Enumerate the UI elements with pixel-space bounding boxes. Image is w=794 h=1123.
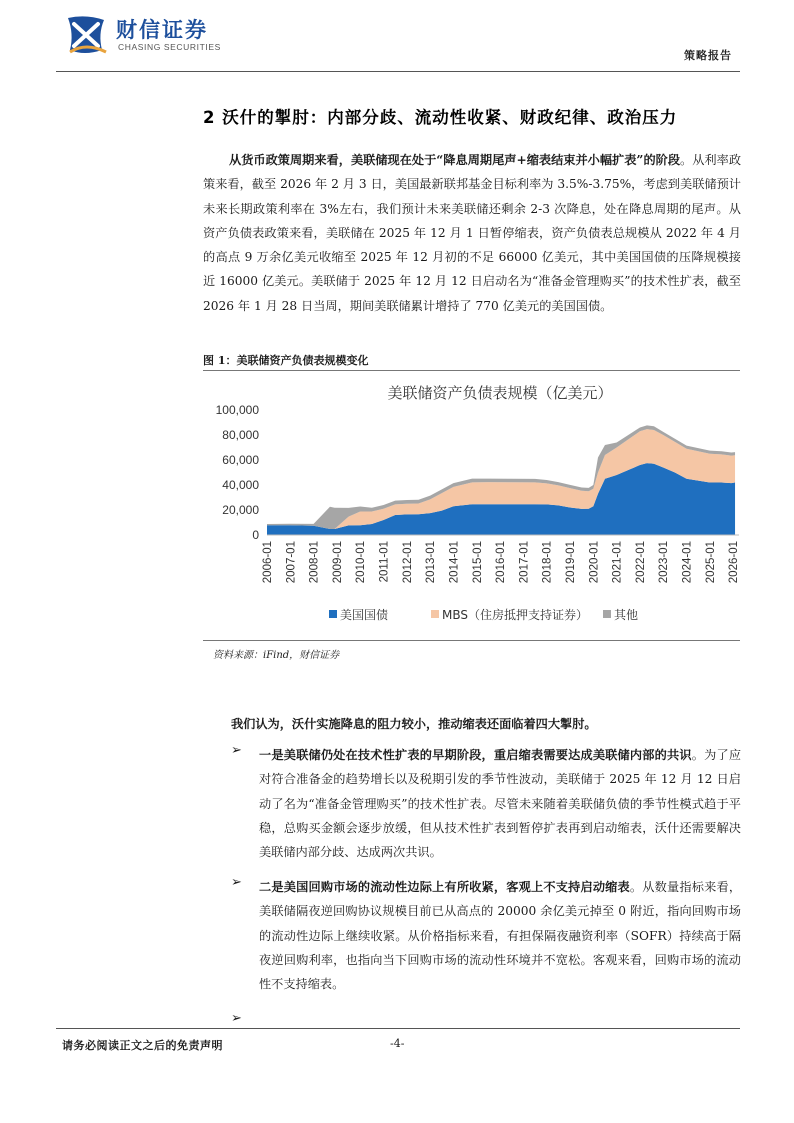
bullet-arrow-icon: ➢: [231, 1011, 242, 1026]
x-tick-label: 2016-01: [495, 541, 508, 584]
legend-swatch: [329, 610, 337, 618]
bullet-item-2: [259, 875, 741, 996]
y-tick-label: 40,000: [222, 478, 259, 492]
y-tick-label: 0: [252, 528, 259, 542]
bullet-arrow-icon: ➢: [231, 743, 242, 758]
company-logo-icon: [64, 12, 108, 56]
x-tick-label: 2022-01: [634, 541, 647, 584]
balance-sheet-chart: [203, 372, 743, 640]
logo-chinese-name: 财信证券: [116, 18, 208, 42]
legend-label: MBS（住房抵押支持证券）: [442, 608, 588, 622]
bullet-body: 。为了应对符合准备金的趋势增长以及税期引发的季节性波动，美联储于 2025 年 12 月 12 日启动了名为“准备金管理购买”的技术性扩表。尽管未来随着美联储负债的季节性模式趋于平稳，总购买金额会逐步放缓，但从技术性扩表到暂停扩表再到启动缩表，沃什还需要解决美联储内部分歧、达成两次共识。: [259, 748, 742, 860]
paragraph-constraints-intro: 我们认为，沃什实施降息的阻力较小，推动缩表还面临着四大掣肘。: [231, 717, 597, 731]
y-tick-label: 60,000: [222, 453, 259, 467]
footer-disclaimer: 请务必阅读正文之后的免责声明: [62, 1039, 223, 1052]
x-tick-label: 2018-01: [541, 541, 554, 584]
x-tick-label: 2006-01: [262, 541, 274, 584]
x-tick-label: 2008-01: [308, 541, 321, 584]
x-tick-label: 2023-01: [658, 541, 671, 584]
page-number: -4-: [390, 1037, 405, 1050]
x-tick-label: 2025-01: [704, 541, 717, 584]
bullet-lead: 一是美联储仍处在技术性扩表的早期阶段，重启缩表需要达成美联储内部的共识: [259, 748, 692, 762]
x-tick-label: 2010-01: [355, 541, 368, 584]
bullet-lead: 二是美国回购市场的流动性边际上有所收紧，客观上不支持启动缩表: [259, 880, 630, 894]
x-tick-label: 2014-01: [448, 541, 461, 584]
bullet-item-1: [259, 743, 741, 864]
section-title: 2 沃什的掣肘：内部分歧、流动性收紧、财政纪律、政治压力: [203, 108, 678, 127]
x-tick-label: 2021-01: [611, 541, 624, 584]
chart-title: 美联储资产负债表规模（亿美元）: [387, 384, 613, 402]
legend-label: 美国国债: [340, 608, 389, 622]
legend-swatch: [603, 610, 611, 618]
figure-caption: 图 1：美联储资产负债表规模变化: [203, 354, 369, 367]
x-tick-label: 2019-01: [565, 541, 578, 584]
bullet-body: 。从数量指标来看，美联储隔夜逆回购协议规模目前已从高点的 20000 余亿美元掉至 0 附近，指向回购市场的流动性边际上继续收紧。从价格指标来看，有担保隔夜融资利率（SOFR）持续高于隔夜逆回购利率，也指向当下回购市场的流动性环境并不宽松。客观来看，回购市场的流动性不支持缩表。: [259, 880, 742, 992]
x-tick-label: 2015-01: [471, 541, 484, 584]
footer-divider: [56, 1028, 740, 1029]
bullet-arrow-icon: ➢: [231, 875, 242, 890]
y-axis: [216, 403, 260, 542]
figure-source: 资料来源：iFind，财信证券: [213, 650, 340, 661]
chart-legend: [329, 607, 638, 622]
figure-bottom-rule: [203, 640, 740, 641]
x-tick-label: 2012-01: [401, 541, 414, 584]
x-tick-label: 2011-01: [378, 541, 391, 583]
header-divider: [56, 71, 740, 72]
logo-english-name: CHASING SECURITIES: [118, 42, 221, 52]
paragraph-body: 。从利率政策来看，截至 2026 年 2 月 3 日，美国最新联邦基金目标利率为 3.5%-3.75%，考虑到美联储预计未来长期政策利率在 3%左右，我们预计未来美联储还剩余 2-3 次降息，处在降息周期的尾声。从资产负债表政策来看，美联储在 2025 年 12 月 1 日暂停缩表，资产负债表总规模从 2022 年 4 月的高点 9 万余亿美元收缩至 2025 年 12 月初的不足 66000 亿美元，其中美国国债的压降规模接近 16000 亿美元。美联储于 2025 年 12 月 12 日启动名为“准备金管理购买”的技术性扩表，截至 2026 年 1 月 28 日当周，期间美联储累计增持了 770 亿美元的美国国债。: [203, 153, 742, 313]
report-type-label: 策略报告: [684, 49, 732, 62]
x-tick-label: 2007-01: [285, 541, 298, 584]
x-tick-label: 2009-01: [331, 541, 344, 584]
legend-label: 其他: [614, 608, 639, 622]
plot-areas: [267, 425, 735, 535]
x-tick-label: 2026-01: [728, 541, 741, 584]
x-tick-label: 2020-01: [588, 541, 601, 584]
x-tick-label: 2024-01: [681, 541, 694, 584]
x-tick-label: 2017-01: [518, 541, 531, 584]
y-tick-label: 20,000: [222, 503, 259, 517]
y-tick-label: 100,000: [215, 403, 259, 417]
paragraph-monetary-cycle: [203, 148, 741, 318]
x-axis: [262, 535, 740, 583]
figure-top-rule: [203, 370, 740, 371]
paragraph-lead: 从货币政策周期来看，美联储现在处于“降息周期尾声+缩表结束并小幅扩表”的阶段: [229, 153, 681, 167]
legend-swatch: [431, 610, 439, 618]
x-tick-label: 2013-01: [425, 541, 438, 584]
y-tick-label: 80,000: [222, 428, 259, 442]
